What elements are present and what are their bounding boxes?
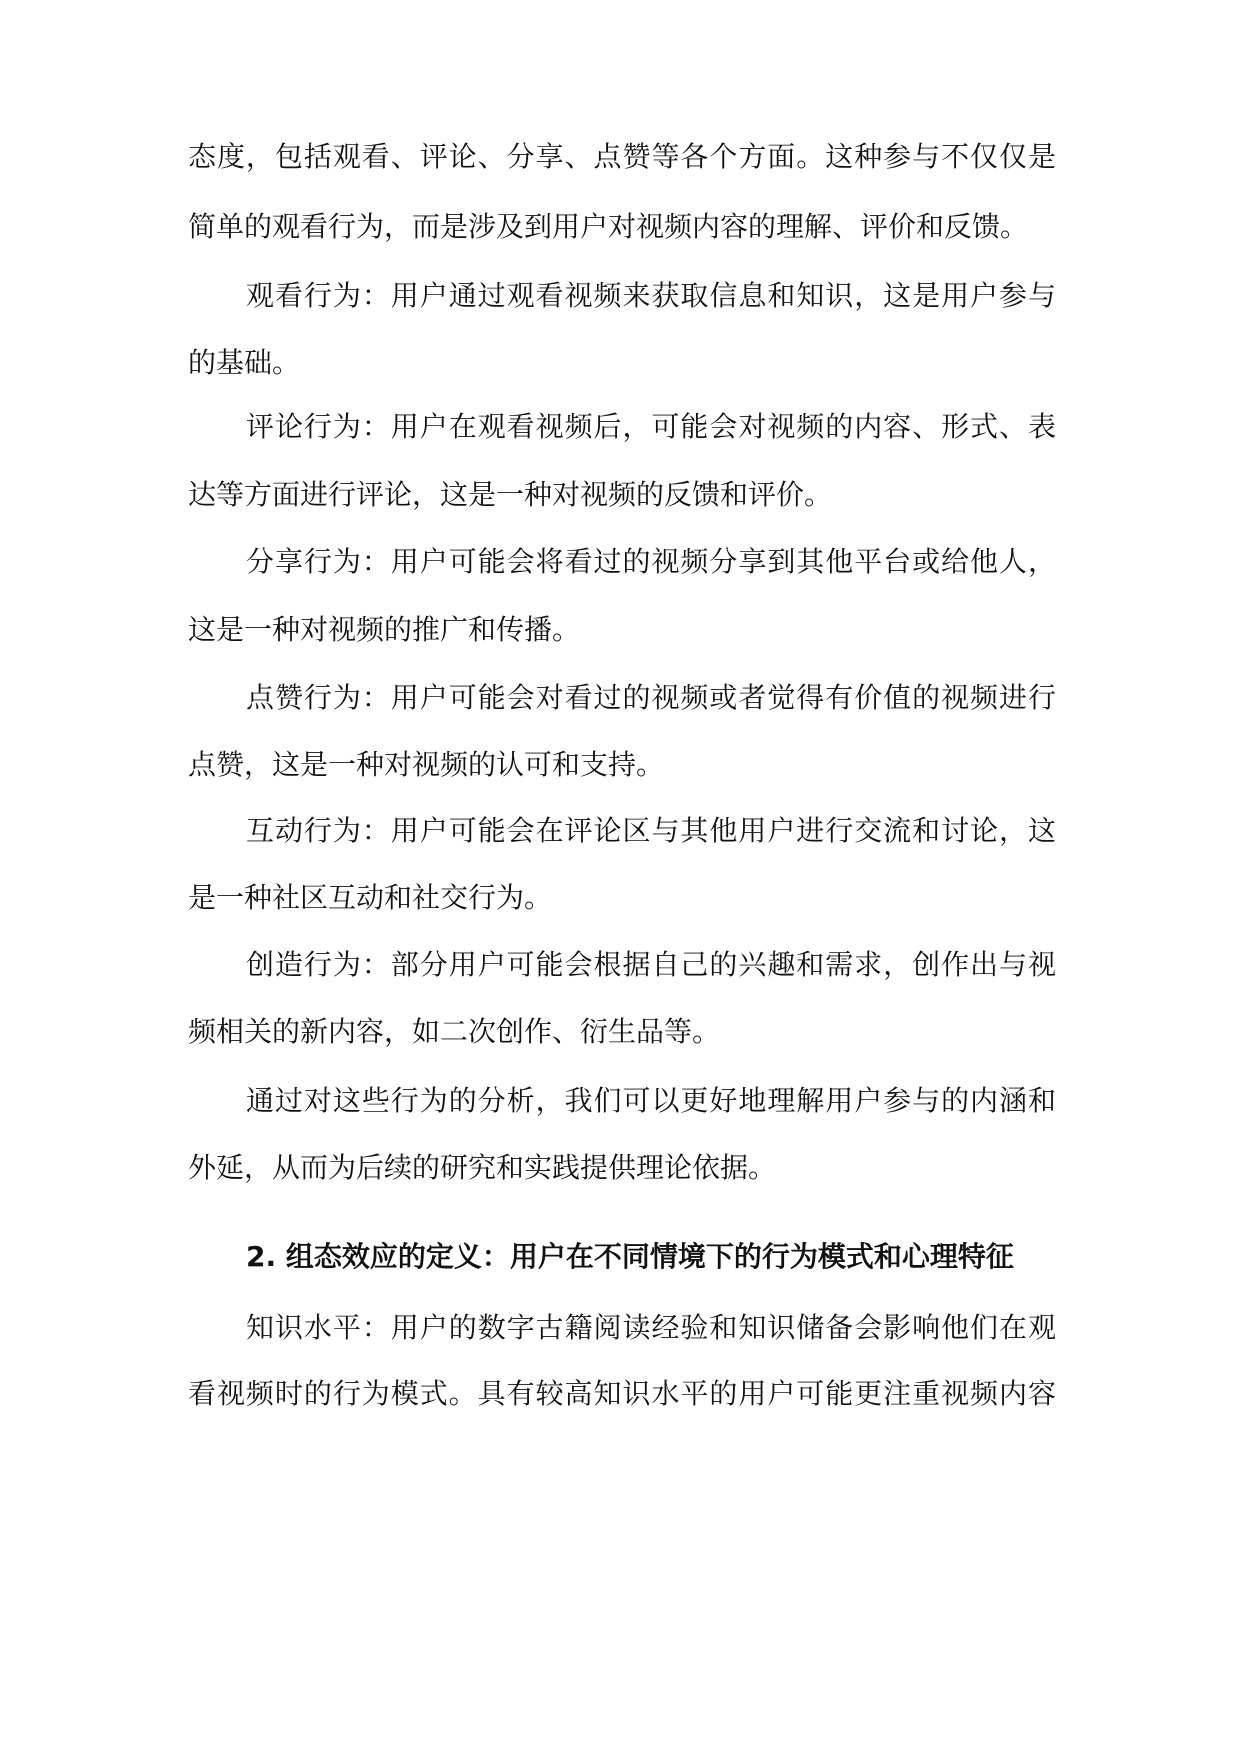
paragraph-viewing-line-1: 观看行为：用户通过观看视频来获取信息和知识，这是用户参与: [246, 279, 1056, 312]
section-heading: 2. 组态效应的定义：用户在不同情境下的行为模式和心理特征: [246, 1240, 1014, 1273]
paragraph-interact-line-2: 是一种社区互动和社交行为。: [188, 881, 553, 914]
paragraph-summary-line-1: 通过对这些行为的分析，我们可以更好地理解用户参与的内涵和: [246, 1084, 1056, 1117]
paragraph-comment-line-2: 达等方面进行评论，这是一种对视频的反馈和评价。: [188, 478, 833, 511]
paragraph-create-line-2: 频相关的新内容，如二次创作、衍生品等。: [188, 1015, 721, 1048]
paragraph-1-line-2: 简单的观看行为，而是涉及到用户对视频内容的理解、评价和反馈。: [188, 210, 1029, 243]
paragraph-viewing-line-2: 的基础。: [188, 346, 301, 379]
paragraph-like-line-2: 点赞，这是一种对视频的认可和支持。: [188, 748, 665, 781]
paragraph-summary-line-2: 外延，从而为后续的研究和实践提供理论依据。: [188, 1151, 777, 1184]
paragraph-share-line-1: 分享行为：用户可能会将看过的视频分享到其他平台或给他人，: [246, 545, 1056, 578]
paragraph-interact-line-1: 互动行为：用户可能会在评论区与其他用户进行交流和讨论，这: [246, 814, 1056, 847]
paragraph-like-line-1: 点赞行为：用户可能会对看过的视频或者觉得有价值的视频进行: [246, 681, 1056, 714]
paragraph-comment-line-1: 评论行为：用户在观看视频后，可能会对视频的内容、形式、表: [246, 410, 1056, 443]
paragraph-1-line-1: 态度，包括观看、评论、分享、点赞等各个方面。这种参与不仅仅是: [188, 140, 1056, 173]
paragraph-knowledge-line-1: 知识水平：用户的数字古籍阅读经验和知识储备会影响他们在观: [246, 1311, 1056, 1344]
paragraph-share-line-2: 这是一种对视频的推广和传播。: [188, 613, 581, 646]
paragraph-create-line-1: 创造行为：部分用户可能会根据自己的兴趣和需求，创作出与视: [246, 948, 1056, 981]
paragraph-knowledge-line-2: 看视频时的行为模式。具有较高知识水平的用户可能更注重视频内容: [188, 1377, 1056, 1410]
